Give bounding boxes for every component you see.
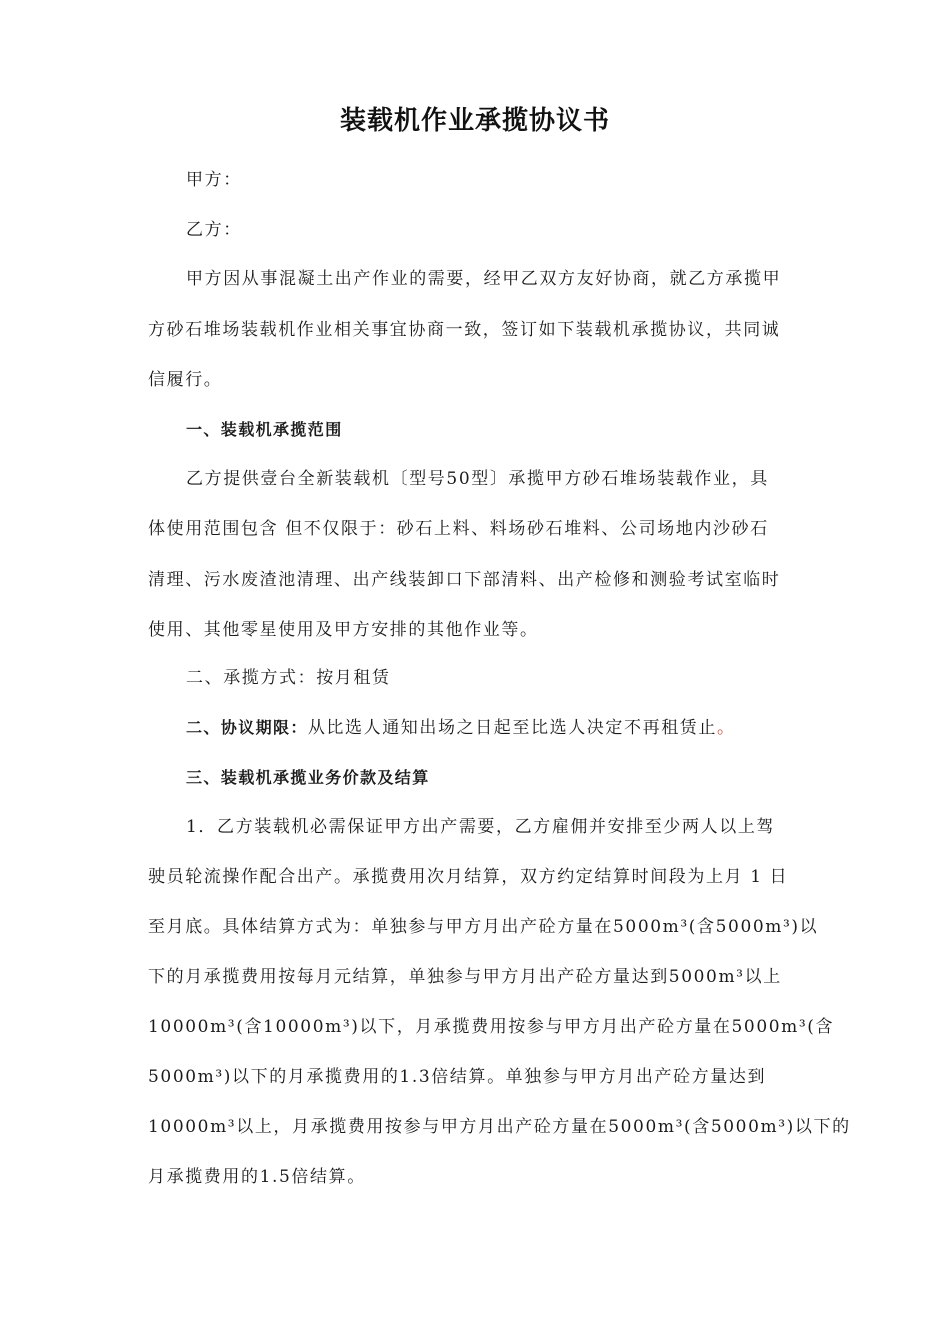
section-2-term-label: 二、协议期限： <box>186 718 308 737</box>
intro-line-2: 方砂石堆场装载机作业相关事宜协商一致，签订如下装载机承揽协议，共同诚 <box>148 320 781 340</box>
section-3-line-4: 下的月承揽费用按每月元结算，单独参与甲方月出产砼方量达到5000m³以上 <box>148 967 782 987</box>
section-2-term-text: 从比选人通知出场之日起至比选人决定不再租赁止 <box>307 718 718 738</box>
section-3-line-5: 10000m³(含10000m³)以下，月承揽费用按参与甲方月出产砼方量在5000m³(含 <box>148 1017 835 1037</box>
party-b-label: 乙方： <box>186 220 242 240</box>
section-1-heading: 一、装载机承揽范围 <box>186 420 343 439</box>
section-2-term <box>186 715 846 741</box>
section-1-line-3: 清理、污水废渣池清理、出产线装卸口下部清料、出产检修和测验考试室临时 <box>148 570 781 590</box>
section-3-line-8: 月承揽费用的1.5倍结算。 <box>148 1167 366 1187</box>
party-a-label: 甲方： <box>186 170 242 190</box>
section-3-line-6: 5000m³)以下的月承揽费用的1.3倍结算。单独参与甲方月出产砼方量达到 <box>148 1067 767 1087</box>
section-3-line-1: 1．乙方装载机必需保证甲方出产需要，乙方雇佣并安排至少两人以上驾 <box>186 817 776 837</box>
section-1-line-1: 乙方提供壹台全新装载机〔型号50型〕承揽甲方砂石堆场装载作业，具 <box>186 469 769 489</box>
section-3-heading: 三、装载机承揽业务价款及结算 <box>186 768 430 787</box>
section-2-term-end: 。 <box>717 718 736 738</box>
section-1-line-4: 使用、其他零星使用及甲方安排的其他作业等。 <box>148 620 539 640</box>
section-1-line-2: 体使用范围包含 但不仅限于：砂石上料、料场砂石堆料、公司场地内沙砂石 <box>148 519 769 539</box>
intro-line-3: 信履行。 <box>148 370 223 390</box>
section-3-line-2: 驶员轮流操作配合出产。承揽费用次月结算，双方约定结算时间段为上月 1 日 <box>148 867 789 887</box>
section-3-line-7: 10000m³以上，月承揽费用按参与甲方月出产砼方量在5000m³(含5000m³)以下的 <box>148 1117 851 1137</box>
document-title: 装载机作业承揽协议书 <box>339 106 610 136</box>
section-2-method: 二、承揽方式：按月租赁 <box>186 668 391 688</box>
section-3-line-3: 至月底。具体结算方式为：单独参与甲方月出产砼方量在5000m³(含5000m³)以 <box>148 917 819 937</box>
intro-line-1: 甲方因从事混凝土出产作业的需要，经甲乙双方友好协商，就乙方承揽甲 <box>186 269 782 289</box>
